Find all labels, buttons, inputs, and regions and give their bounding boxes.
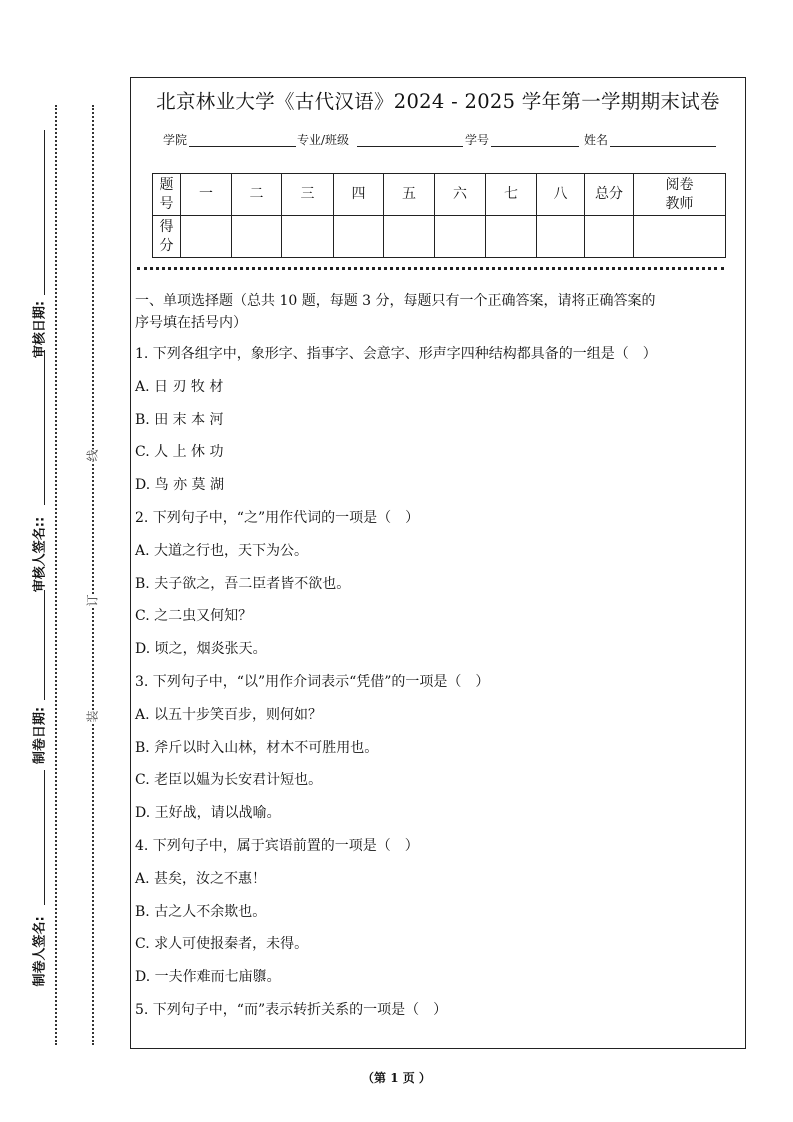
paper-maker-signature-label: 制卷人签名: bbox=[32, 916, 48, 987]
college-label: 学院 bbox=[163, 133, 188, 147]
answer-option: B. 田 末 本 河 bbox=[135, 411, 224, 428]
major-class-label: 专业/班级 bbox=[297, 133, 350, 147]
answer-option: C. 人 上 休 功 bbox=[135, 444, 224, 461]
score-cell bbox=[486, 216, 537, 258]
answer-option: A. 大道之行也，天下为公。 bbox=[135, 542, 309, 559]
answer-option: B. 夫子欲之，吾二臣者皆不欲也。 bbox=[135, 575, 351, 592]
col-header-grader: 阅卷 教师 bbox=[634, 174, 726, 216]
col-header: 四 bbox=[334, 174, 384, 216]
question-stem: 2. 下列句子中，“之”用作代词的一项是（ ） bbox=[135, 510, 420, 526]
answer-option: D. 王好战，请以战喻。 bbox=[135, 805, 281, 822]
question-stem: 4. 下列句子中，属于宾语前置的一项是（ ） bbox=[135, 838, 419, 854]
answer-option: B. 斧斤以时入山林，材木不可胜用也。 bbox=[135, 739, 379, 756]
col-header-total: 总分 bbox=[585, 174, 634, 216]
paper-date-line bbox=[44, 590, 45, 700]
row-header-question-number: 题 号 bbox=[153, 174, 181, 216]
section-heading: 一、单项选择题（总共 10 题，每题 3 分，每题只有一个正确答案，请将正确答案的 bbox=[135, 293, 656, 309]
question-number-row bbox=[153, 174, 726, 216]
col-header: 三 bbox=[282, 174, 334, 216]
answer-option: A. 日 刃 牧 材 bbox=[135, 378, 224, 395]
name-label: 姓名 bbox=[584, 133, 609, 147]
binding-mark-xian: 线 bbox=[85, 449, 100, 462]
major-class-field[interactable] bbox=[357, 146, 463, 147]
paper-maker-signature-line bbox=[44, 770, 45, 905]
score-cell bbox=[181, 216, 232, 258]
col-header: 八 bbox=[537, 174, 585, 216]
dotted-separator bbox=[137, 267, 724, 270]
score-cell bbox=[334, 216, 384, 258]
binding-mark-zhuang: 装 bbox=[85, 710, 100, 723]
col-header: 二 bbox=[232, 174, 282, 216]
col-header: 六 bbox=[435, 174, 486, 216]
reviewer-signature-label: 审核人签名:: bbox=[32, 516, 48, 593]
student-id-label: 学号 bbox=[465, 133, 490, 147]
binding-dotted-line-outer bbox=[55, 105, 57, 1045]
total-score-cell bbox=[585, 216, 634, 258]
score-cell bbox=[232, 216, 282, 258]
row-header-score: 得 分 bbox=[153, 216, 181, 258]
answer-option: C. 求人可使报秦者，未得。 bbox=[135, 936, 309, 953]
answer-option: D. 顷之，烟炎张天。 bbox=[135, 641, 267, 658]
question-stem: 5. 下列句子中，“而”表示转折关系的一项是（ ） bbox=[135, 1002, 448, 1018]
answer-option: C. 之二虫又何知？ bbox=[135, 608, 253, 625]
score-cell bbox=[537, 216, 585, 258]
question-stem: 3. 下列句子中，“以”用作介词表示“凭借”的一项是（ ） bbox=[135, 674, 490, 690]
col-header: 七 bbox=[486, 174, 537, 216]
paper-date-label: 制卷日期: bbox=[32, 706, 48, 765]
question-stem: 1. 下列各组字中，象形字、指事字、会意字、形声字四种结构都具备的一组是（ ） bbox=[135, 346, 657, 362]
answer-option: D. 鸟 亦 莫 湖 bbox=[135, 477, 224, 494]
review-date-line bbox=[44, 130, 45, 295]
binding-dotted-line-inner bbox=[92, 105, 94, 1045]
page-number: （第 1 页 ） bbox=[362, 1071, 431, 1085]
score-cell bbox=[384, 216, 435, 258]
answer-option: C. 老臣以媪为长安君计短也。 bbox=[135, 772, 323, 789]
score-table bbox=[152, 173, 726, 258]
score-row bbox=[153, 216, 726, 258]
answer-option: B. 古之人不余欺也。 bbox=[135, 903, 267, 920]
score-cell bbox=[282, 216, 334, 258]
section-heading: 序号填在括号内） bbox=[135, 315, 247, 331]
college-field[interactable] bbox=[189, 146, 296, 147]
binding-mark-ding: 订 bbox=[85, 594, 100, 607]
col-header: 一 bbox=[181, 174, 232, 216]
reviewer-signature-line bbox=[44, 350, 45, 505]
col-header: 五 bbox=[384, 174, 435, 216]
review-date-label: 审核日期: bbox=[32, 300, 48, 359]
answer-option: A. 以五十步笑百步，则何如？ bbox=[135, 706, 323, 723]
student-id-field[interactable] bbox=[491, 146, 579, 147]
answer-option: A. 甚矣，汝之不惠！ bbox=[135, 870, 267, 887]
grader-cell bbox=[634, 216, 726, 258]
exam-title: 北京林业大学《古代汉语》2024 - 2025 学年第一学期期末试卷 bbox=[156, 90, 720, 113]
name-field[interactable] bbox=[610, 146, 716, 147]
score-cell bbox=[435, 216, 486, 258]
answer-option: D. 一夫作难而七庙隳。 bbox=[135, 969, 281, 986]
